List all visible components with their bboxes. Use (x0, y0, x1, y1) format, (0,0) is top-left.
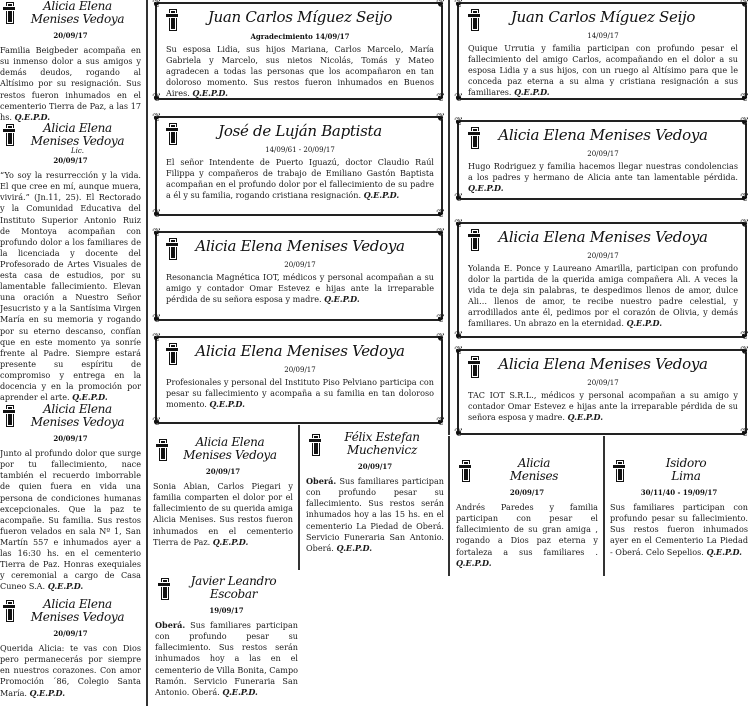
obituary-right-small-1 (456, 457, 598, 569)
column-rule-right-small (603, 436, 605, 576)
notice-text: Yolanda E. Ponce y Laureano Amarilla, participan con profundo dolor la partida de la querida amiga compañera Ali. A veces la vida te deja sin palabras, te despedimos llenos de amor, dulce Ali… llenos de amor, te recibe nuestro padre celestial, y arrodillados ante él, pedimos por el corazón de Olivia, y demás familiares. Un abrazo en la eternidad. Q.E.P.D. (468, 262, 738, 329)
notice-text: “Yo soy la resurrección y la vida. El que cree en mí, aunque muera, vivirá.” (Jn.11, 25). El Rectorado y la Comunidad Educativa del Instituto Superior Antonio Ruiz de Montoya acompañan con profundo dolor a los familiares de la licenciada y docente del Profesorado de Artes Visuales de esta casa de estudios, por su lamentable fallecimiento. Elevan una oración a Nuestro Señor Jesucristo y a la Santísima Virgen María en su memoria y rogando por su eterno descanso, confían que en este momento ya sonríe frente al Padre. Siempre estará presente su espíritu de compromiso y entrega en la docencia y en la promoción por aprender el arte. Q.E.P.D. (0, 170, 141, 403)
obituary-left-2 (0, 122, 141, 403)
cross-icon (165, 9, 179, 29)
notice-text: Sus familiares participan con profundo pesar su fallecimiento. Sus restos fueron inhumados ayer en el Cementerio La Piedad - Oberá. Celo Sepelios. Q.E.P.D. (610, 502, 748, 557)
ornament-icon: ❦ (152, 226, 162, 239)
notice-date: 20/09/17 (205, 467, 241, 477)
ornament-icon: ❦ (454, 0, 464, 10)
notice-text: Profesionales y personal del Instituto Piso Pelviano participa con pesar su fallecimiento y acompaña a su familia en tan doloroso momento. Q.E.P.D. (166, 376, 434, 409)
obituary-middle-small-1 (153, 436, 293, 548)
ornament-icon: ❦ (436, 415, 446, 428)
cross-icon (2, 2, 16, 22)
deceased-name: Alicia Elena Menises Vedoya (498, 355, 708, 373)
cross-icon (458, 460, 472, 480)
ornament-icon: ❦ (152, 111, 162, 124)
ornament-icon: ❦ (152, 331, 162, 344)
notice-date: 20/09/17 (284, 260, 316, 269)
obituary-box-right-1 (454, 0, 750, 104)
notice-date: 20/09/17 (509, 488, 545, 498)
deceased-name: Alicia Elena Menises Vedoya (195, 237, 405, 255)
ornament-icon: ❦ (454, 191, 464, 204)
deceased-name: Alicia Elena Menises Vedoya (183, 435, 277, 462)
notice-text: Resonancia Magnética IOT, médicos y personal acompañan a su amigo y contador Omar Estevez e hijas ante la irreparable pérdida de su señora esposa y madre. Q.E.P.D. (166, 271, 434, 304)
cross-icon (2, 600, 16, 620)
cross-icon (467, 127, 481, 147)
deceased-title: Lic. (70, 147, 85, 156)
notice-text: Su esposa Lidia, sus hijos Mariana, Carlos Marcelo, María Gabriela y Marcelo, sus nietos Nicolás, Tomás y Mateo agradecen a todas las personas que los acompañaron en tan doloroso momento. Sus restos fueron inhumados en Buenos Aires. Q.E.P.D. (166, 43, 434, 99)
notice-date: 20/09/17 (53, 434, 88, 444)
notice-date: 20/09/17 (284, 365, 316, 374)
deceased-name: Alicia Elena Menises Vedoya (498, 126, 708, 144)
ornament-icon: ❦ (152, 207, 162, 220)
notice-date: 20/09/17 (587, 149, 619, 158)
notice-date: 20/09/17 (357, 462, 393, 472)
deceased-name: José de Luján Baptista (218, 122, 382, 140)
ornament-icon: ❦ (436, 207, 446, 220)
column-rule-right (448, 0, 450, 435)
cross-icon (157, 578, 171, 598)
ornament-icon: ❦ (436, 312, 446, 325)
notice-date: 20/09/17 (53, 629, 88, 639)
ornament-icon: ❦ (436, 0, 446, 10)
notice-text: Andrés Paredes y familia participan con pesar el fallecimiento de su gran amiga , rogando a Dios paz eterna y fortaleza a sus familiares . Q.E.P.D. (456, 502, 598, 568)
cross-icon (165, 343, 179, 363)
notice-date: 20/09/17 (53, 31, 88, 41)
deceased-name: Alicia Elena Menises Vedoya (195, 342, 405, 360)
obituary-box-middle-4 (152, 331, 446, 428)
deceased-name: Alicia Elena Menises Vedoya (30, 402, 125, 429)
obituary-middle-small-3 (155, 575, 298, 698)
notice-text: Quique Urrutia y familia participan con profundo pesar el fallecimiento del amigo Carlos, acompañando en el dolor a su esposa Lidia y a sus hijos, con un ruego al Altísimo para que le conceda paz eterna a su alma y cristiana resignación a sus familiares. Q.E.P.D. (468, 42, 738, 98)
cross-icon (467, 356, 481, 376)
obituary-box-right-4 (454, 344, 750, 439)
notice-text: El señor Intendente de Puerto Iguazú, doctor Claudio Raúl Filippa y compañeros de trabajo de Emiliano Gastón Baptista acompañan en el profundo dolor por el fallecimiento de su padre a él y su familia, rogando cristiana resignación. Q.E.P.D. (166, 156, 434, 201)
cross-icon (612, 460, 626, 480)
notice-text: Hugo Rodriguez y familia hacemos llegar nuestras condolencias a los padres y hermano de Alicia ante tan lamentable pérdida. Q.E.P.D. (468, 160, 738, 193)
cross-icon (165, 238, 179, 258)
obituary-left-4 (0, 598, 141, 699)
notice-date: 20/09/17 (53, 156, 88, 166)
ornament-icon: ❦ (740, 91, 750, 104)
obituary-box-middle-3 (152, 226, 446, 325)
deceased-name: Juan Carlos Míguez Seijo (510, 8, 696, 26)
notice-text: Familia Beigbeder acompaña en su inmenso dolor a sus amigos y demás deudos, rogando al Altísimo por su resignación. Sus restos fueron inhumados en el cementerio Tierra de Paz, a las 17 hs. Q.E.P.D. (0, 45, 141, 122)
notice-date: Agradecimiento 14/09/17 (250, 31, 350, 41)
deceased-name: Alicia Elena Menises Vedoya (498, 228, 708, 246)
notice-date: 20/09/17 (587, 251, 619, 260)
ornament-icon: ❦ (454, 426, 464, 439)
ornament-icon: ❦ (740, 191, 750, 204)
notice-text: Junto al profundo dolor que surge por tu fallecimiento, nace también el recuerdo imborrable de quien fuera en vida una persona de condiciones humanas excepcionales. Que la paz te acompañe. Su familia. Sus restos fueron velados en sala Nº 1, San Martín 557 e inhumados ayer a las 16:30 hs. en el cementerio Tierra de Paz. Honras exequiales y ceremonial a cargo de Casa Cuneo S.A. Q.E.P.D. (0, 448, 141, 592)
ornament-icon: ❦ (740, 426, 750, 439)
ornament-icon: ❦ (740, 217, 750, 230)
deceased-name: Félix Estefan Muchenvicz (344, 430, 420, 457)
deceased-name: Juan Carlos Míguez Seijo (207, 8, 393, 26)
ornament-icon: ❦ (436, 111, 446, 124)
ornament-icon: ❦ (454, 91, 464, 104)
obituary-box-right-3 (454, 217, 750, 342)
ornament-icon: ❦ (436, 331, 446, 344)
deceased-name: Isidoro Lima (665, 456, 707, 483)
obituary-box-right-2 (454, 115, 750, 204)
notice-text: TAC IOT S.R.L., médicos y personal acompañan a su amigo y contador Omar Estevez e hijas ante la irreparable pérdida de su señora esposa y madre. Q.E.P.D. (468, 389, 738, 422)
ornament-icon: ❦ (740, 344, 750, 357)
notice-text: Oberá. Sus familiares participan con profundo pesar su fallecimiento. Sus restos serán inhumados hoy a las en el cementerio de Villa Bonita, Campo Ramón. Servicio Funeraria San Antonio. Oberá. Q.E.P.D. (155, 620, 298, 697)
ornament-icon: ❦ (436, 91, 446, 104)
ornament-icon: ❦ (454, 344, 464, 357)
notice-date: 19/09/17 (209, 606, 244, 616)
ornament-icon: ❦ (454, 115, 464, 128)
cross-icon (467, 9, 481, 29)
obituary-middle-small-2 (306, 431, 444, 554)
obituary-box-middle-2 (152, 111, 446, 220)
cross-icon (308, 434, 322, 454)
deceased-name: Javier Leandro Escobar (190, 574, 277, 601)
deceased-name: Alicia Elena Menises Vedoya (30, 597, 125, 624)
column-rule-left (146, 0, 148, 706)
notice-text: Oberá. Sus familiares participan con profundo pesar su fallecimiento. Sus restos serán inhumados hoy a las 15 hs. en el cementerio La Piedad de Oberá. Servicio Funeraria San Antonio. Oberá. Q.E.P.D. (306, 476, 444, 553)
obituary-left-3 (0, 403, 141, 592)
obituary-box-middle-1 (152, 0, 446, 104)
column-rule-middle-small (298, 425, 300, 570)
notice-date: 20/09/17 (587, 378, 619, 387)
ornament-icon: ❦ (436, 226, 446, 239)
cross-icon (2, 405, 16, 425)
notice-text: Querida Alicia: te vas con Dios pero permanecerás por siempre en nuestros corazones. Con amor Promoción ´86, Colegio Santa María. Q.E.P.D. (0, 643, 141, 698)
ornament-icon: ❦ (152, 415, 162, 428)
deceased-name: Alicia Menises (509, 456, 559, 483)
deceased-name: Alicia Elena Menises Vedoya (30, 121, 125, 148)
cross-icon (467, 229, 481, 249)
ornament-icon: ❦ (152, 0, 162, 10)
column-rule-bottom (448, 436, 450, 576)
ornament-icon: ❦ (740, 0, 750, 10)
obituary-right-small-2 (610, 457, 748, 558)
ornament-icon: ❦ (454, 217, 464, 230)
notice-date: 14/09/61 - 20/09/17 (265, 145, 335, 154)
cross-icon (155, 439, 169, 459)
deceased-name: Alicia Elena Menises Vedoya (30, 0, 125, 26)
ornament-icon: ❦ (740, 329, 750, 342)
ornament-icon: ❦ (152, 91, 162, 104)
notice-date: 14/09/17 (587, 31, 619, 40)
cross-icon (2, 124, 16, 144)
cross-icon (165, 123, 179, 143)
obituary-left-1 (0, 0, 141, 123)
ornament-icon: ❦ (152, 312, 162, 325)
ornament-icon: ❦ (740, 115, 750, 128)
notice-date: 30/11/40 - 19/09/17 (640, 488, 718, 498)
notice-text: Sonia Abian, Carlos Piegari y familia comparten el dolor por el fallecimiento de su querida amiga Alicia Menises. Sus restos fueron inhumados en el cementerio Tierra de Paz. Q.E.P.D. (153, 481, 293, 547)
ornament-icon: ❦ (454, 329, 464, 342)
